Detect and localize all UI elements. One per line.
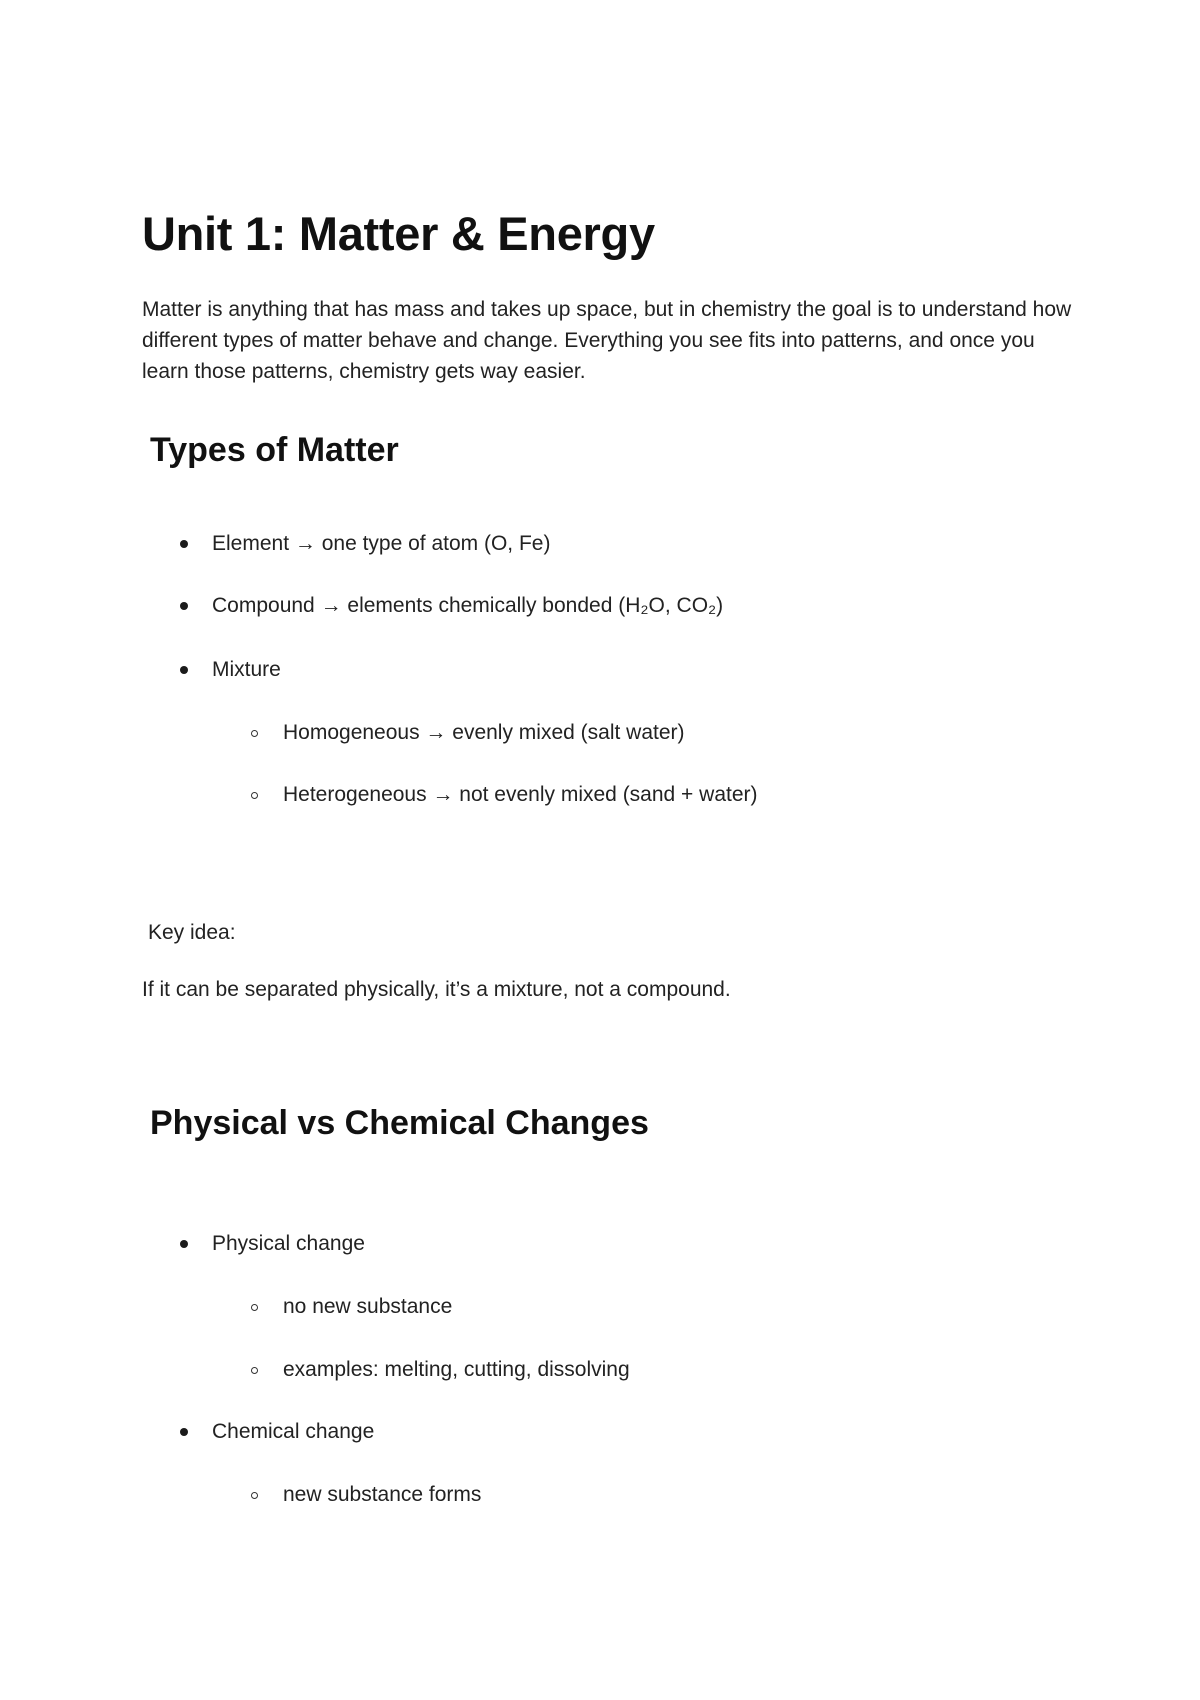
list-item-new-substance-forms: new substance forms — [283, 1483, 482, 1506]
key-idea-text: If it can be separated physically, it’s a mixture, not a compound. — [142, 978, 731, 1001]
key-idea-label: Key idea: — [148, 921, 236, 944]
bullet-dot — [180, 602, 188, 610]
bullet-dot — [180, 540, 188, 548]
list-item-no-new-substance: no new substance — [283, 1295, 453, 1318]
section-heading-types-of-matter: Types of Matter — [150, 431, 399, 469]
bullet-dot — [180, 666, 188, 674]
list-item-compound: Compound → elements chemically bonded (H₂O, CO₂) — [212, 594, 724, 617]
list-item-heterogeneous: Heterogeneous → not evenly mixed (sand + water) — [283, 783, 758, 806]
list-item-element: Element → one type of atom (O, Fe) — [212, 532, 551, 555]
sub-bullet-circle — [251, 1492, 258, 1499]
bullet-dot — [180, 1240, 188, 1248]
list-item-homogeneous: Homogeneous → evenly mixed (salt water) — [283, 721, 685, 744]
sub-bullet-circle — [251, 1367, 258, 1374]
list-item-physical-examples: examples: melting, cutting, dissolving — [283, 1358, 630, 1381]
list-item-mixture: Mixture — [212, 658, 281, 681]
sub-bullet-circle — [251, 792, 258, 799]
sub-bullet-circle — [251, 1304, 258, 1311]
intro-paragraph: Matter is anything that has mass and takes up space, but in chemistry the goal is to understand how different types of matter behave and change. Everything you see fits into patterns, and once you learn those patterns, chemistry gets way easier. — [142, 298, 1072, 383]
sub-bullet-circle — [251, 730, 258, 737]
bullet-dot — [180, 1428, 188, 1436]
section-heading-physical-vs-chemical: Physical vs Chemical Changes — [150, 1104, 649, 1142]
list-item-chemical-change: Chemical change — [212, 1420, 375, 1443]
page-title: Unit 1: Matter & Energy — [142, 207, 655, 260]
list-item-physical-change: Physical change — [212, 1232, 365, 1255]
